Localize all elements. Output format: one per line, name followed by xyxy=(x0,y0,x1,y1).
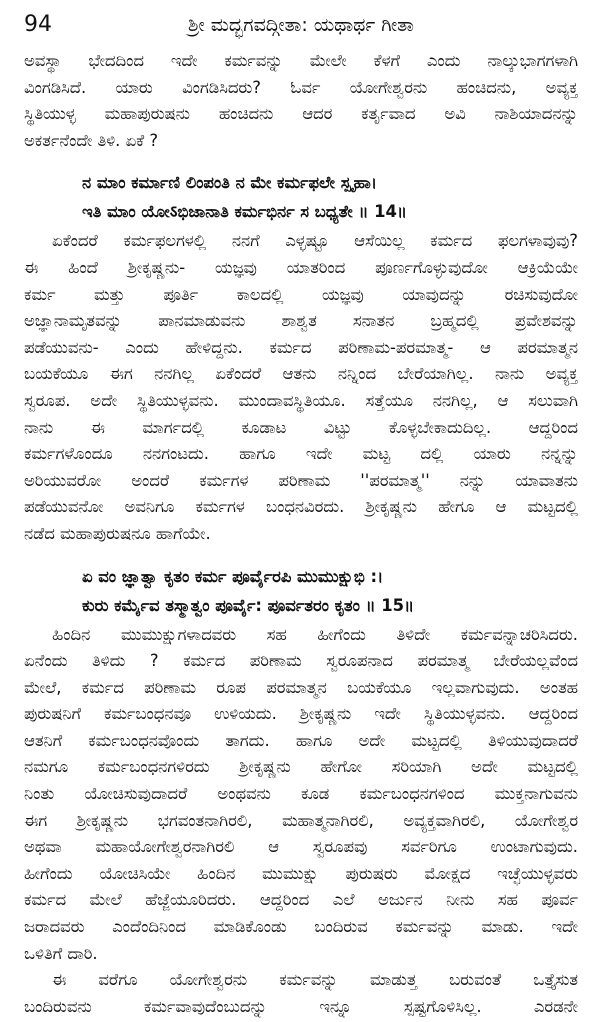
text-line: ನಡೆದ ಮಹಾಪುರುಷನೂ ಹಾಗೆಯೇ. xyxy=(24,523,211,543)
text-line: ಅಜ್ಞಾನಾಮೃತವನ್ನು ಪಾನಮಾಡುವನು ಶಾಶ್ವತ ಸನಾತನ ಬ್ರಹ್ಮದಲ್ಲಿ ಪ್ರವೇಶವನ್ನು xyxy=(24,311,578,331)
verse-15 xyxy=(24,562,578,620)
text-line: ಒಳಿತಿಗೆ ದಾರಿ. xyxy=(24,943,98,963)
text-line: ಕರ್ಮ ಮತ್ತು ಪೂರ್ತಿ ಕಾಲದಲ್ಲಿ ಯಜ್ಞವು ಯಾವುದನ್ನು ರಚಿಸುವುದೋ xyxy=(24,284,578,304)
text-line: ಅರಿಯುವರೋ ಅಂದರೆ ಕರ್ಮಗಳ ಪರಿಣಾಮ ''ಪರಮಾತ್ಮ'' ನನ್ನು ಯಾವಾತನು xyxy=(24,470,578,490)
verse-14 xyxy=(24,168,578,226)
text-line: ಈ ವರೆಗೂ ಯೋಗೇಶ್ವರನು ಕರ್ಮವನ್ನು ಮಾಡುತ್ತ ಬರುವಂತೆ ಒತ್ತೈಸುತ xyxy=(52,970,578,990)
text-line: ನಾನು ಈ ಮಾರ್ಗದಲ್ಲಿ ಕೂಡಾಟ ವಿಟ್ಟು ಕೊಳ್ಳಬೇಕಾದುದಿಲ್ಲ. ಆದ್ದರಿಂದ xyxy=(24,417,578,437)
text-line: ಈ ಹಿಂದೆ ಶ್ರೀಕೃಷ್ಣನು- ಯಜ್ಞವು ಯಾತರಿಂದ ಪೂರ್ಣಗೊಳ್ಳುವುದೋ ಆಕ್ರಿಯೆಯೇ xyxy=(24,257,578,277)
paragraph-2 xyxy=(24,228,578,547)
text-line: ಪಡೆಯುವನೋ ಅವನಿಗೂ ಕರ್ಮಗಳ ಬಂಧನವಿರದು. ಶ್ರೀಕೃಷ್ಣನು ಹೇಗೂ ಆ ಮಟ್ಟದಲ್ಲಿ xyxy=(24,497,578,517)
verse-line: ಇತಿ ಮಾಂ ಯೋऽಭಿಜಾನಾತಿ ಕರ್ಮಭಿರ್ನ ಸ ಬಧ್ಯತೇ ॥ 14॥ xyxy=(82,202,407,222)
text-line: ನಮಗೂ ಕರ್ಮಬಂಧನಗಳಿರದು ಶ್ರೀಕೃಷ್ಣನು ಹೇಗೋ ಸರಿಯಾಗಿ ಅದೇ ಮಟ್ಟದಲ್ಲಿ xyxy=(24,757,578,777)
text-line: ಸ್ವರೂಪ. ಅದೇ ಸ್ಥಿತಿಯುಳ್ಳವನು. ಮುಂದಾವಸ್ಥಿತಿಯೂ. ಸತ್ತೆಯೂ ನನಗಿಲ್ಲ, ಆ ಸಲುವಾಗಿ xyxy=(24,390,578,410)
text-line: ಪುರುಷನಿಗೆ ಕರ್ಮಬಂಧನವೂ ಉಳಿಯದು. ಶ್ರೀಕೃಷ್ಣನು ಇದೇ ಸ್ಥಿತಿಯುಳ್ಳವನು. ಆದ್ದರಿಂದ xyxy=(24,704,578,724)
text-line: ಈಗ ಶ್ರೀಕೃಷ್ಣನು ಭಗವಂತನಾಗಿರಲಿ, ಮಹಾತ್ಮನಾಗಿರಲಿ, ಅವ್ಯಕ್ತವಾಗಿರಲಿ, ಯೋಗೇಶ್ವರ xyxy=(24,810,578,830)
text-line: ಹೀಗೆಂದು ಯೋಚಿಸಿಯೇ ಹಿಂದಿನ ಮುಮುಕ್ಷು ಪುರುಷರು ಮೋಕ್ಷದ ಇಚ್ಛೆಯುಳ್ಳವರು xyxy=(24,863,578,883)
text-line: ಅಥವಾ ಮಹಾಯೋಗೇಶ್ವರನಾಗಿರಲಿ ಆ ಸ್ವರೂಪವು ಸರ್ವರಿಗೂ ಉಂಟಾಗುವುದು. xyxy=(24,837,578,857)
text-line: ಮೇಲೆ, ಕರ್ಮದ ಪರಿಣಾಮ ರೂಪ ಪರಮಾತ್ಮನ ಬಯಕೆಯೂ ಇಲ್ಲವಾಗುವುದು. ಅಂತಹ xyxy=(24,677,578,697)
text-line: ಬಂದಿರುವನು ಕರ್ಮವಾವುದೆಂಬುದನ್ನು ಇನ್ನೂ ಸ್ಪಷ್ಟಗೊಳಿಸಿಲ್ಲ. ಎರಡನೇ xyxy=(24,996,578,1016)
page-header xyxy=(24,4,578,48)
text-line: ಅಕರ್ತನೆಂದೇ ತಿಳಿ. ಏಕೆ ? xyxy=(24,130,159,150)
text-line: ಹಿಂದಿನ ಮುಮುಕ್ಷುಗಳಾದವರು ಸಹ ಹೀಗೆಂದು ತಿಳಿದೇ ಕರ್ಮವನ್ನಾಚರಿಸಿದರು. xyxy=(52,624,578,644)
text-line: ಪಡೆಯುವನು- ಎಂದು ಹೇಳಿದ್ದನು. ಕರ್ಮದ ಪರಿಣಾಮ-ಪರಮಾತ್ಮ- ಆ ಪರಮಾತ್ಮನ xyxy=(24,337,578,357)
running-title: ಶ್ರೀ ಮದ್ಭಗವದ್ಗೀತಾ: ಯಥಾರ್ಥ ಗೀತಾ xyxy=(188,14,414,36)
text-line: ನಿಂತು ಯೋಚಿಸುವುದಾದರೆ ಅಂಥವನು ಕೂಡ ಕರ್ಮಬಂಧನಗಳಿಂದ ಮುಕ್ತನಾಗುವನು xyxy=(24,784,578,804)
text-line: ಆತನಿಗೆ ಕರ್ಮಬಂಧನವೊಂದು ತಾಗದು. ಹಾಗೂ ಅದೇ ಮಟ್ಟದಲ್ಲಿ ತಿಳಿಯುವುದಾದರೆ xyxy=(24,730,578,750)
verse-line: ಕುರು ಕರ್ಮೈವ ತಸ್ಮಾತ್ವಂ ಪೂರ್ವೈ: ಪೂರ್ವತರಂ ಕೃತಂ ॥ 15॥ xyxy=(82,595,415,615)
paragraph-3 xyxy=(24,622,578,968)
text-line: ಏಕೆಂದರೆ ಕರ್ಮಫಲಗಳಲ್ಲಿ ನನಗೆ ಎಳ್ಳಷ್ಟೂ ಆಸೆಯಿಲ್ಲ ಕರ್ಮದ ಫಲಗಳಾವುವು? xyxy=(52,231,578,251)
text-line: ವಿಂಗಡಿಸಿದೆ. ಯಾರು ವಿಂಗಡಿಸಿದರು? ಓರ್ವ ಯೋಗೇಶ್ವರನು ಹಂಚಿದನು, ಅವ್ಯಕ್ತ xyxy=(24,77,578,97)
text-line: ಅವಸ್ಥಾ ಭೇದದಿಂದ ಇದೇ ಕರ್ಮವನ್ನು ಮೇಲೇ ಕೆಳಗೆ ಎಂದು ನಾಲ್ಕುಭಾಗಗಳಾಗಿ xyxy=(24,51,578,70)
text-line: ಜರಾದವರು ಎಂದೆಂದಿನಿಂದ ಮಾಡಿಕೊಂಡು ಬಂದಿರುವ ಕರ್ಮವನ್ನು ಮಾಡು. ಇದೇ xyxy=(24,917,578,937)
text-line: ಕರ್ಮದ ಮೇಲೆ ಹೆಜ್ಜೆಯೂರಿದರು. ಆದ್ದರಿಂದ ಎಲೆ ಅರ್ಜುನ ನೀನು ಸಹ ಪೂರ್ವ xyxy=(24,890,578,910)
page-number: 94 xyxy=(24,12,52,37)
paragraph-4 xyxy=(24,967,578,1020)
text-line: ಸ್ಥಿತಿಯುಳ್ಳ ಮಹಾಪುರುಷನು ಹಂಚಿದನು ಆದರ ಕರ್ತೃವಾದ ಅವಿ ನಾಶಿಯಾದನನ್ನು xyxy=(24,104,578,124)
text-line: ಬಯಕೆಯೂ ಈಗ ನನಗಿಲ್ಲ ಏಕೆಂದರೆ ಆತನು ನನ್ನಿಂದ ಬೇರೆಯಾಗಿಲ್ಲ. ನಾನು ಅವ್ಯಕ್ತ xyxy=(24,364,578,384)
verse-line: ನ ಮಾಂ ಕರ್ಮಾಣಿ ಲಿಂಪಂತಿ ನ ಮೇ ಕರ್ಮಫಲೇ ಸ್ಪೃಹಾ। xyxy=(82,173,378,193)
text-line: ಏನೆಂದು ತಿಳಿದು ? ಕರ್ಮದ ಪರಿಣಾಮ ಸ್ವರೂಪನಾದ ಪರಮಾತ್ಮ ಬೇರೆಯಲ್ಲವೆಂದ xyxy=(24,651,578,671)
paragraph-1 xyxy=(24,48,578,154)
text-line: ಕರ್ಮಗಳೊಂದೂ ನನಗಂಟದು. ಹಾಗೂ ಇದೇ ಮಟ್ಟ ದಲ್ಲಿ ಯಾರು ನನ್ನನ್ನು xyxy=(24,444,578,464)
verse-line: ಏ ವಂ ಜ್ಞಾತ್ವಾ ಕೃತಂ ಕರ್ಮ ಪೂರ್ವೈರಪಿ ಮುಮುಕ್ಷುಭಿ :। xyxy=(82,566,384,586)
